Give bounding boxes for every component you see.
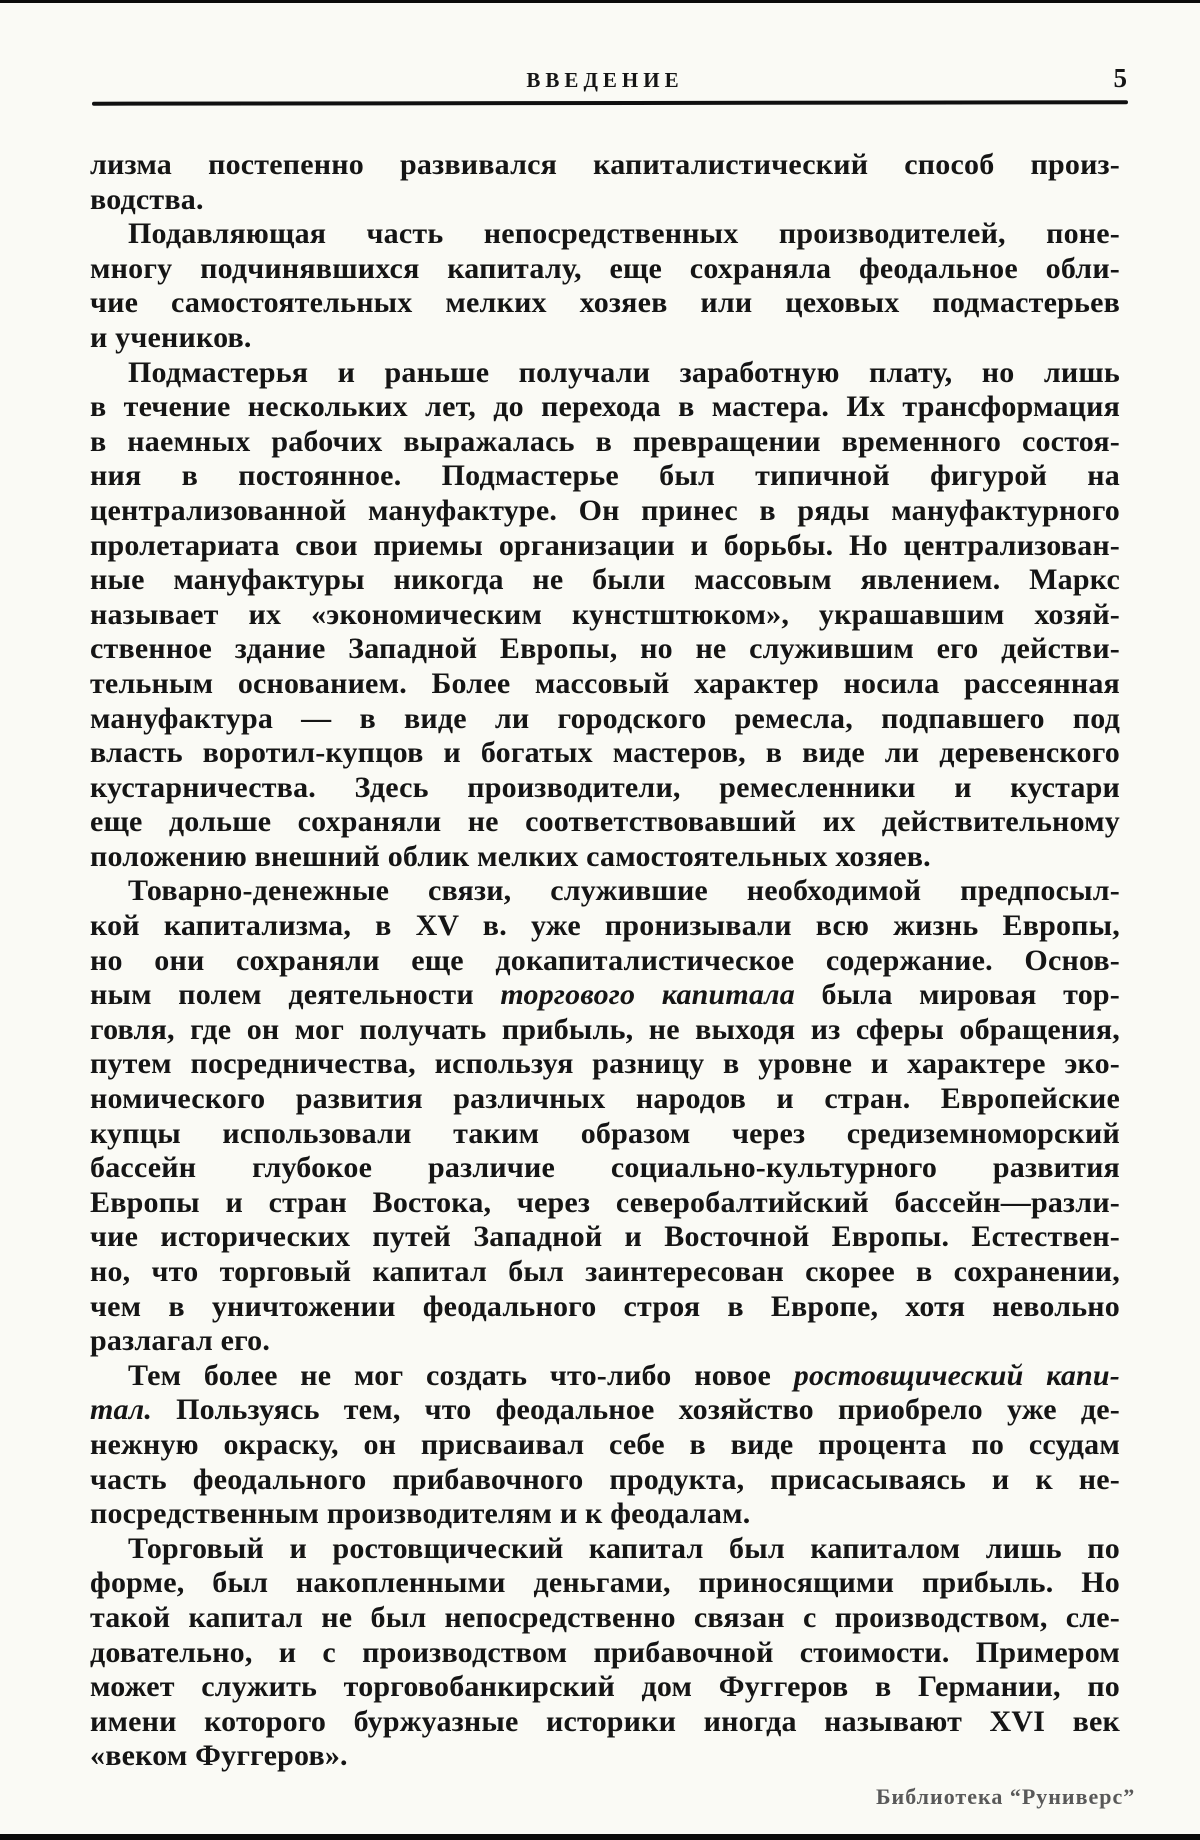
header-rule (92, 100, 1128, 105)
text-line: ния в постоянное. Подмастерье был типичной фигурой на (90, 459, 1120, 493)
text-line: ственное здание Западной Европы, но не служившим его действи- (90, 632, 1120, 666)
text-line: тал. Пользуясь тем, что феодальное хозяйство приобрело уже де- (90, 1393, 1120, 1427)
text-line: тельным основанием. Более массовый характер носила рассеянная (90, 666, 1120, 700)
text-line: купцы использовали таким образом через средиземноморский (90, 1116, 1120, 1150)
text-line: такой капитал не был непосредственно связан с производством, сле- (90, 1600, 1120, 1634)
text-line: чем в уничтожении феодального строя в Европе, хотя невольно (90, 1289, 1120, 1323)
text-line: кустарничества. Здесь производители, ремесленники и кустари (90, 770, 1120, 804)
text-line: довательно, и с производством прибавочной стоимости. Примером (90, 1635, 1120, 1669)
text-line: мануфактура — в виде ли городского ремесла, подпавшего под (90, 701, 1120, 735)
body-text (90, 148, 1120, 1774)
text-line: чие самостоятельных мелких хозяев или цеховых подмастерьев (90, 286, 1120, 320)
text-line: в течение нескольких лет, до перехода в мастера. Их трансформация (90, 390, 1120, 424)
text-line: Европы и стран Востока, через северобалтийский бассейн—разли- (90, 1185, 1120, 1219)
text-line: называет их «экономическим кунстштюком», украшавшим хозяй- (90, 597, 1120, 631)
text-line: но они сохраняли еще докапиталистическое содержание. Основ- (90, 943, 1120, 977)
text-line: путем посредничества, используя разницу в уровне и характере эко- (90, 1047, 1120, 1081)
page-number: 5 (1113, 63, 1127, 93)
text-line: Тем более не мог создать что-либо новое ростовщический капи- (128, 1358, 1120, 1392)
text-line: посредственным производителям и к феодалам. (90, 1497, 751, 1531)
text-line: но, что торговый капитал был заинтересован скорее в сохранении, (90, 1255, 1120, 1288)
page-header-title: ВВЕДЕНИЕ (526, 68, 684, 92)
text-line: Торговый и ростовщический капитал был капиталом лишь по (128, 1531, 1120, 1565)
text-line: чие исторических путей Западной и Восточной Европы. Естествен- (90, 1220, 1120, 1254)
text-line: Товарно-денежные связи, служившие необходимой предпосыл- (128, 874, 1120, 908)
scan-edge-bottom (0, 1834, 1200, 1840)
text-line: Подмастерья и раньше получали заработную плату, но лишь (128, 355, 1120, 389)
text-line: может служить торговобанкирский дом Фуггеров в Германии, по (90, 1670, 1120, 1704)
text-line: «веком Фуггеров». (90, 1739, 348, 1773)
text-line: в наемных рабочих выражалась в превращении временного состоя- (90, 424, 1120, 458)
text-line: номического развития различных народов и стран. Европейские (90, 1082, 1120, 1116)
scan-edge-top (0, 0, 1200, 3)
text-line: часть феодального прибавочного продукта, присасываясь и к не- (90, 1462, 1120, 1496)
text-line: и учеников. (90, 320, 252, 354)
text-line: форме, был накопленными деньгами, приносящими прибыль. Но (90, 1566, 1120, 1600)
text-line: Подавляющая часть непосредственных производителей, поне- (128, 217, 1120, 251)
text-line: говля, где он мог получать прибыль, не выходя из сферы обращения, (90, 1012, 1120, 1046)
text-line: еще дольше сохраняли не соответствовавший их действительному (90, 805, 1120, 839)
text-line: бассейн глубокое различие социально-культурного развития (90, 1151, 1120, 1185)
library-watermark: Библиотека “Руниверс” (876, 1784, 1136, 1809)
text-line: многу подчинявшихся капиталу, еще сохраняла феодальное обли- (90, 251, 1120, 285)
text-line: разлагал его. (90, 1324, 271, 1358)
text-line: лизма постепенно развивался капиталистический способ произ- (90, 148, 1120, 181)
text-line: кой капитализма, в XV в. уже пронизывали всю жизнь Европы, (90, 909, 1120, 943)
text-line: водства. (90, 182, 204, 216)
text-line: положению внешний облик мелких самостоятельных хозяев. (90, 839, 931, 873)
text-line: централизованной мануфактуре. Он принес в ряды мануфактурного (90, 493, 1120, 527)
text-line: имени которого буржуазные историки иногда называют XVI век (90, 1704, 1120, 1738)
text-line: власть воротил-купцов и богатых мастеров, в виде ли деревенского (90, 736, 1120, 770)
text-line: ным полем деятельности торгового капитала была мировая тор- (90, 978, 1120, 1012)
text-line: нежную окраску, он присваивал себе в виде процента по ссудам (90, 1427, 1120, 1461)
text-line: ные мануфактуры никогда не были массовым явлением. Маркс (90, 563, 1120, 597)
text-line: пролетариата свои приемы организации и борьбы. Но централизован- (90, 528, 1120, 562)
